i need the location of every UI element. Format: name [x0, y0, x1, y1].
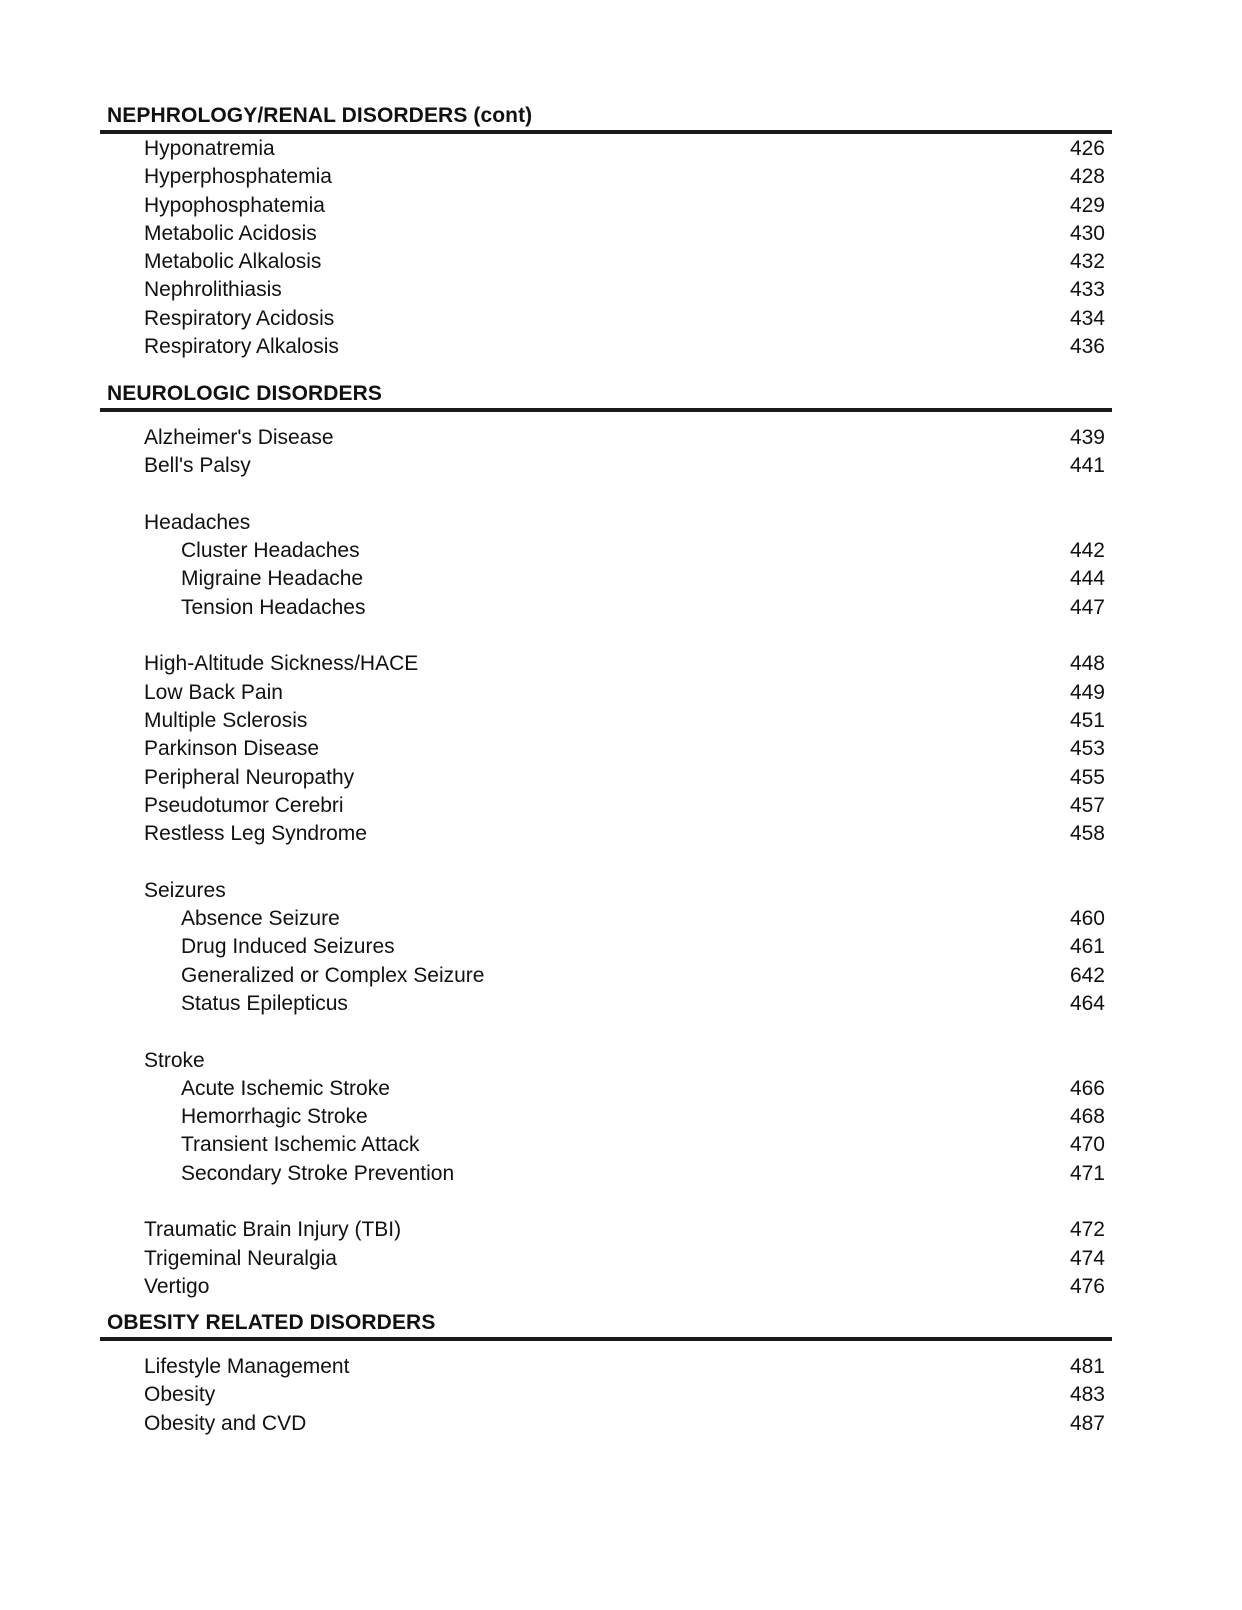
- toc-subentry[interactable]: [100, 537, 1112, 565]
- entry-label: Bell's Palsy: [144, 454, 251, 478]
- entry-label: Pseudotumor Cerebri: [144, 793, 344, 817]
- entry-label: Respiratory Acidosis: [144, 306, 335, 330]
- group-label: Headaches: [144, 510, 251, 534]
- section-divider: [100, 1337, 1112, 1341]
- spacer: [100, 848, 1112, 876]
- toc-entry[interactable]: [100, 248, 1112, 276]
- entry-label: Secondary Stroke Prevention: [181, 1161, 455, 1185]
- entry-label: Migraine Headache: [181, 567, 364, 591]
- entry-page: 429: [1069, 193, 1105, 217]
- toc-entry[interactable]: [100, 424, 1112, 452]
- toc-subentry[interactable]: [100, 990, 1112, 1018]
- toc-entry[interactable]: [100, 192, 1112, 220]
- toc-subentry[interactable]: [100, 565, 1112, 593]
- entry-label: Hyponatremia: [144, 137, 275, 160]
- toc-entry[interactable]: [100, 163, 1112, 191]
- entry-page: 451: [1069, 708, 1105, 732]
- entry-page: 458: [1069, 822, 1105, 846]
- entry-page: 426: [1069, 137, 1105, 160]
- entry-label: Acute Ischemic Stroke: [181, 1076, 390, 1100]
- entry-page: 449: [1069, 680, 1105, 704]
- group-label: Stroke: [144, 1048, 205, 1072]
- entry-page: 471: [1069, 1161, 1105, 1185]
- entry-label: Tension Headaches: [181, 595, 366, 619]
- entry-page: 487: [1069, 1411, 1105, 1435]
- entry-label: Nephrolithiasis: [144, 278, 282, 302]
- toc-entry[interactable]: [100, 735, 1112, 763]
- toc-entry[interactable]: [100, 820, 1112, 848]
- entry-label: Alzheimer's Disease: [144, 426, 334, 449]
- toc-entry[interactable]: [100, 305, 1112, 333]
- entry-label: Restless Leg Syndrome: [144, 822, 367, 846]
- entry-page: 455: [1069, 765, 1105, 789]
- entry-page: 432: [1069, 250, 1105, 274]
- entry-label: Respiratory Alkalosis: [144, 335, 339, 359]
- toc-entry[interactable]: [100, 1410, 1112, 1438]
- toc-subentry[interactable]: [100, 962, 1112, 990]
- section-divider: [100, 408, 1112, 412]
- toc-subentry[interactable]: [100, 933, 1112, 961]
- entry-page: 457: [1069, 793, 1105, 817]
- toc-subentry[interactable]: [100, 905, 1112, 933]
- entry-page: 476: [1069, 1274, 1105, 1298]
- entry-label: Hemorrhagic Stroke: [181, 1105, 368, 1129]
- entry-label: Transient Ischemic Attack: [181, 1133, 420, 1157]
- toc-subentry[interactable]: [100, 1131, 1112, 1159]
- entry-page: 481: [1069, 1355, 1105, 1378]
- toc-entry[interactable]: [100, 452, 1112, 480]
- entry-label: Vertigo: [144, 1274, 210, 1298]
- toc-entry[interactable]: [100, 220, 1112, 248]
- entry-page: 483: [1069, 1383, 1105, 1407]
- toc-subentry[interactable]: [100, 1103, 1112, 1131]
- toc-entry[interactable]: [100, 1273, 1112, 1301]
- entry-page: 642: [1069, 963, 1105, 987]
- toc-group-heading: [100, 1047, 1112, 1075]
- entry-label: Obesity and CVD: [144, 1411, 307, 1435]
- toc-entry[interactable]: [100, 276, 1112, 304]
- toc-entry[interactable]: [100, 707, 1112, 735]
- toc-entry[interactable]: [100, 1381, 1112, 1409]
- toc-entry[interactable]: [100, 1245, 1112, 1273]
- toc-entry[interactable]: [100, 650, 1112, 678]
- entry-page: 436: [1069, 335, 1105, 359]
- toc-entry[interactable]: [100, 135, 1112, 163]
- entry-page: 474: [1069, 1246, 1105, 1270]
- entry-page: 470: [1069, 1133, 1105, 1157]
- entry-page: 430: [1069, 221, 1105, 245]
- entry-page: 441: [1069, 454, 1105, 478]
- entry-label: Traumatic Brain Injury (TBI): [144, 1218, 402, 1242]
- entry-page: 460: [1069, 907, 1105, 931]
- entry-page: 428: [1069, 165, 1105, 189]
- toc-subentry[interactable]: [100, 1160, 1112, 1188]
- entry-label: Multiple Sclerosis: [144, 708, 308, 732]
- entry-page: 434: [1069, 306, 1105, 330]
- toc-group-heading: [100, 877, 1112, 905]
- entry-label: Low Back Pain: [144, 680, 283, 704]
- section-title: NEUROLOGIC DISORDERS: [107, 382, 383, 405]
- entry-page: 472: [1069, 1218, 1105, 1242]
- entry-label: Drug Induced Seizures: [181, 935, 395, 959]
- entry-label: Peripheral Neuropathy: [144, 765, 355, 789]
- entry-label: Cluster Headaches: [181, 539, 360, 563]
- toc-entry[interactable]: [100, 764, 1112, 792]
- section-title: NEPHROLOGY/RENAL DISORDERS (cont): [107, 104, 533, 127]
- entry-label: Obesity: [144, 1383, 216, 1407]
- entry-page: 464: [1069, 991, 1105, 1015]
- section-divider: [100, 130, 1112, 134]
- toc-entry[interactable]: [100, 1353, 1112, 1381]
- toc-section-obesity: [100, 1310, 1112, 1438]
- entry-page: 461: [1069, 935, 1105, 959]
- entry-label: Metabolic Acidosis: [144, 221, 317, 245]
- entry-page: 453: [1069, 737, 1105, 761]
- entry-label: Status Epilepticus: [181, 991, 348, 1015]
- toc-subentry[interactable]: [100, 1075, 1112, 1103]
- entry-label: Lifestyle Management: [144, 1355, 350, 1378]
- toc-subentry[interactable]: [100, 594, 1112, 622]
- entry-label: Hypophosphatemia: [144, 193, 325, 217]
- entry-label: Trigeminal Neuralgia: [144, 1246, 337, 1270]
- toc-entry[interactable]: [100, 679, 1112, 707]
- spacer: [100, 1188, 1112, 1216]
- entry-page: 448: [1069, 652, 1105, 676]
- entry-page: 433: [1069, 278, 1105, 302]
- entry-page: 447: [1069, 595, 1105, 619]
- section-title: OBESITY RELATED DISORDERS: [107, 1311, 436, 1334]
- toc-group-heading: [100, 509, 1112, 537]
- spacer: [100, 481, 1112, 509]
- toc-entry[interactable]: [100, 792, 1112, 820]
- entry-label: Parkinson Disease: [144, 737, 320, 761]
- entry-label: Generalized or Complex Seizure: [181, 963, 485, 987]
- toc-entry[interactable]: [100, 333, 1112, 361]
- entry-label: High-Altitude Sickness/HACE: [144, 652, 419, 676]
- entry-page: 468: [1069, 1105, 1105, 1129]
- spacer: [100, 1018, 1112, 1046]
- group-label: Seizures: [144, 878, 226, 902]
- entry-page: 439: [1069, 426, 1105, 449]
- entry-page: 444: [1069, 567, 1105, 591]
- entry-label: Metabolic Alkalosis: [144, 250, 322, 274]
- toc-section-nephrology: [100, 103, 1112, 361]
- entry-page: 466: [1069, 1076, 1105, 1100]
- toc-section-neurologic: [100, 381, 1112, 1301]
- entry-page: 442: [1069, 539, 1105, 563]
- spacer: [100, 622, 1112, 650]
- toc-entry[interactable]: [100, 1216, 1112, 1244]
- entry-label: Hyperphosphatemia: [144, 165, 332, 189]
- entry-label: Absence Seizure: [181, 907, 340, 931]
